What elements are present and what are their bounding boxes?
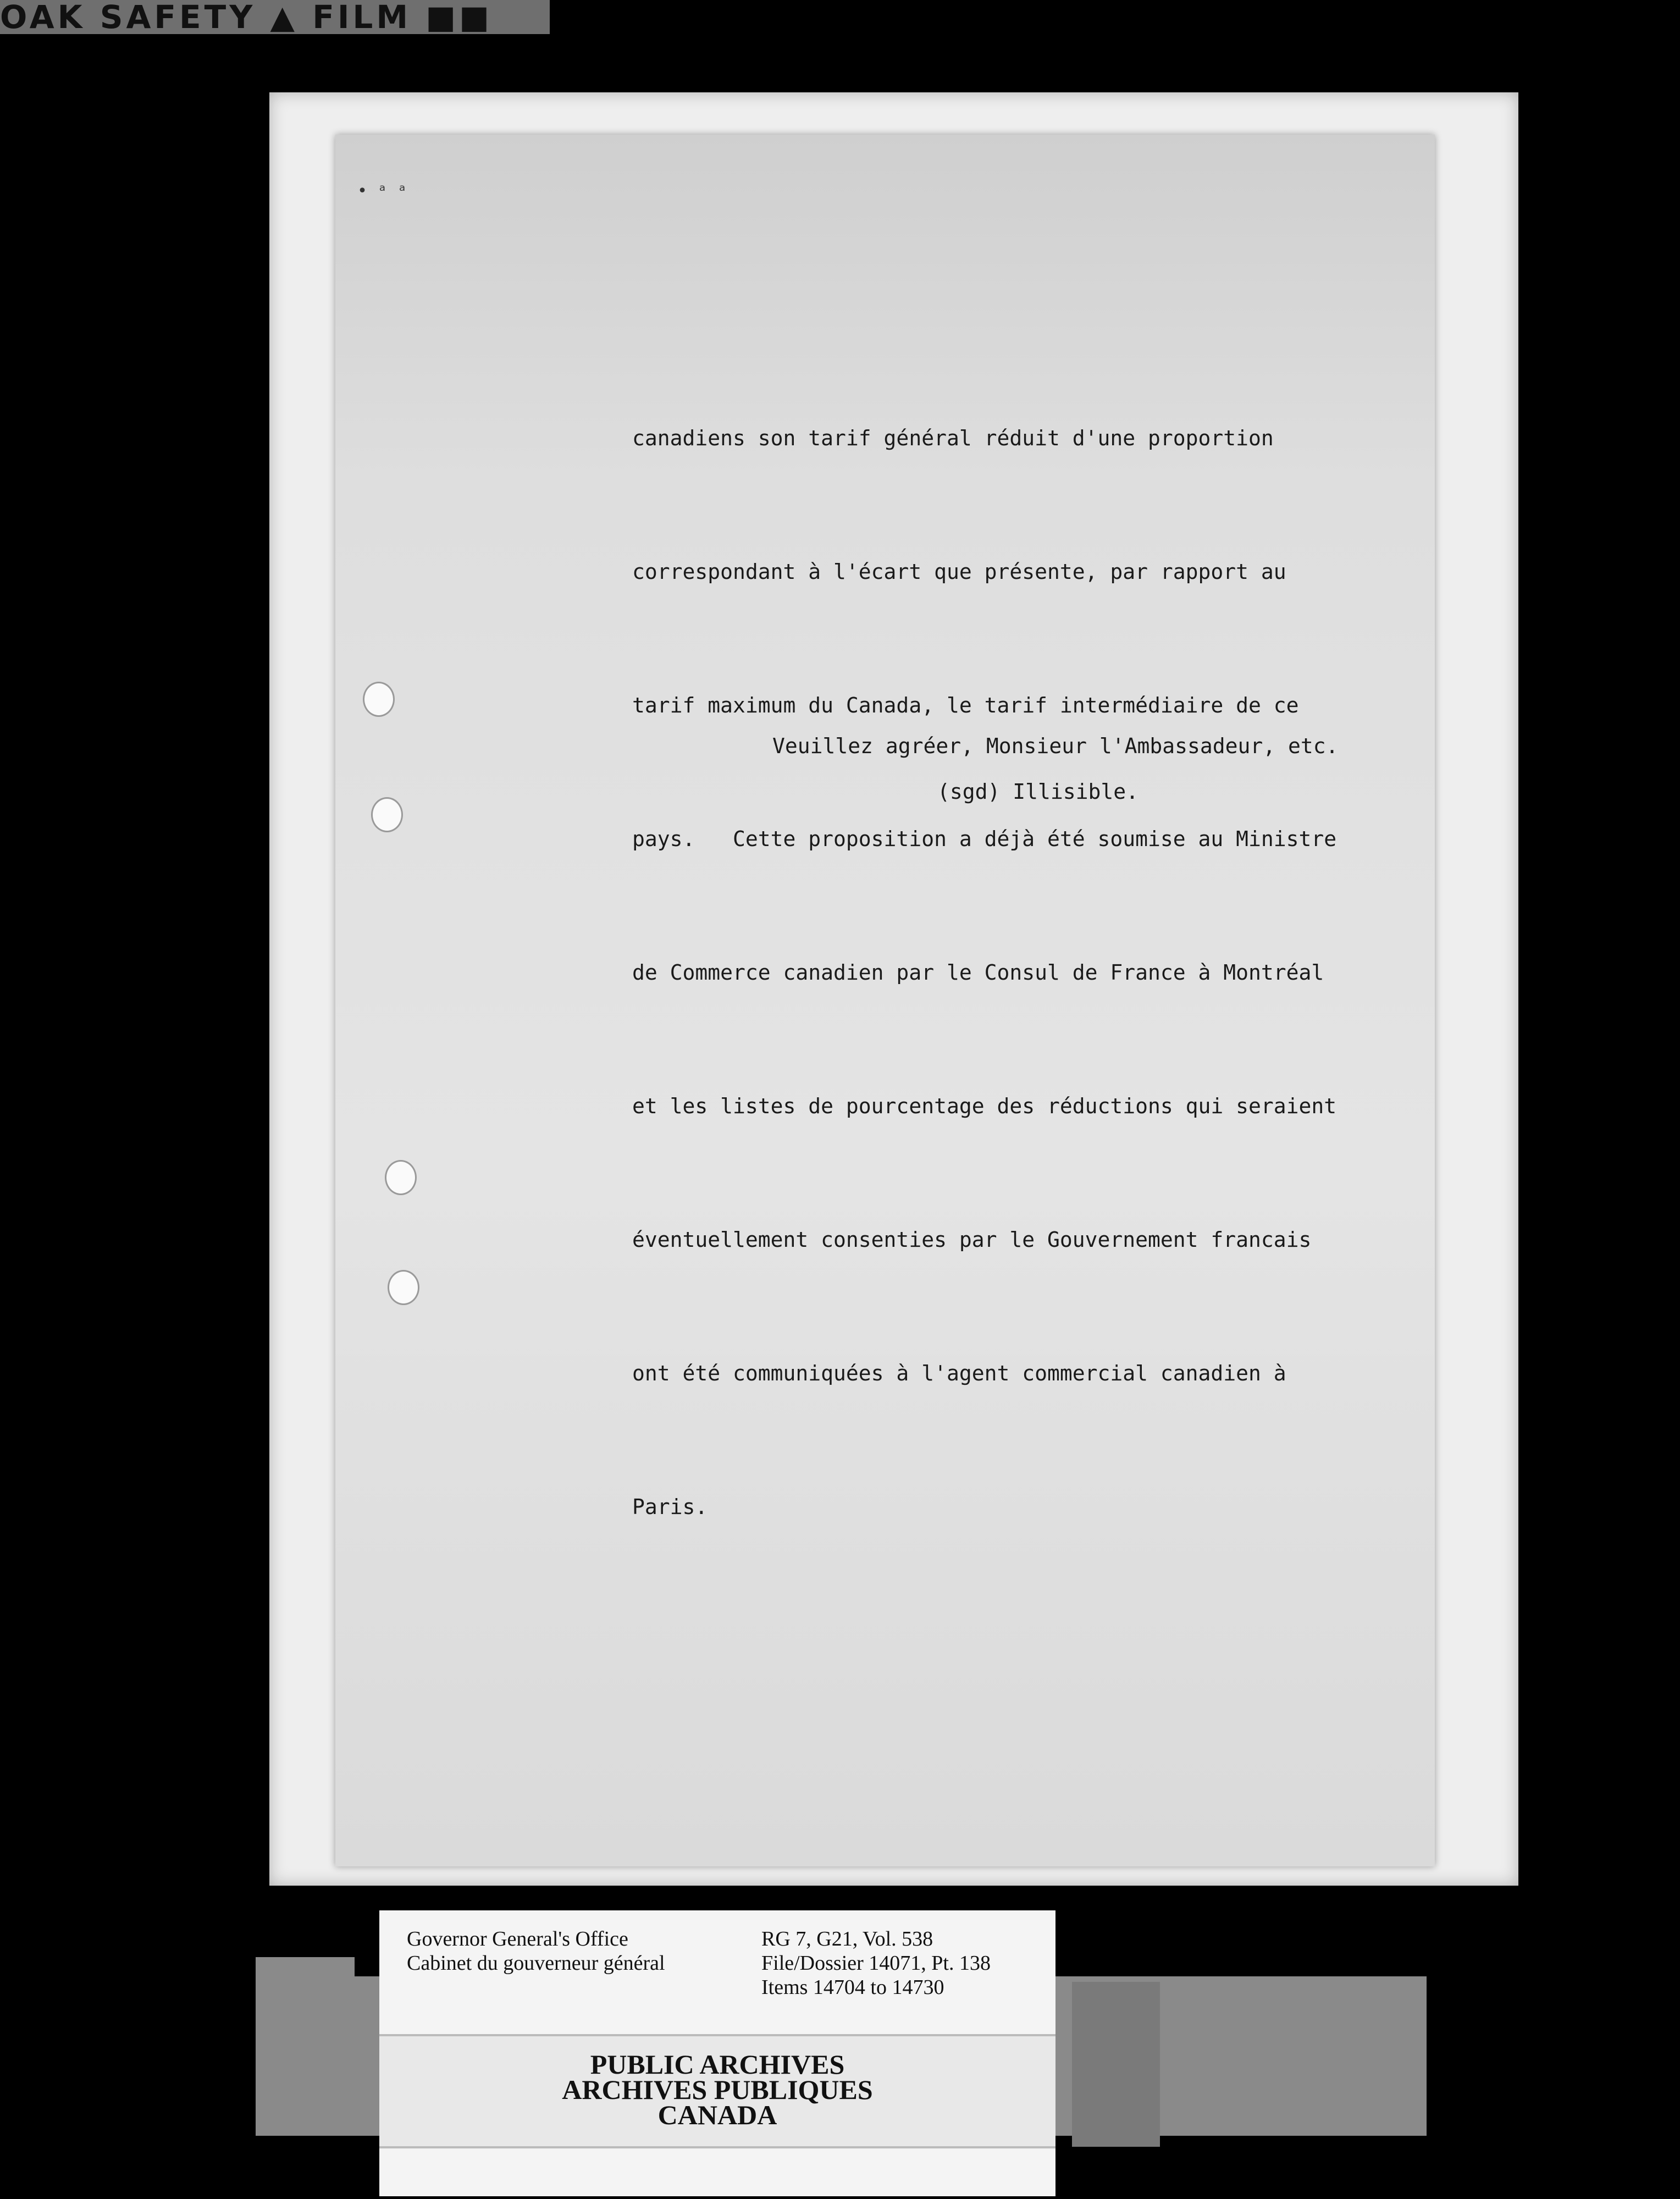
stamp-line-country: CANADA bbox=[657, 2099, 777, 2130]
body-line: ont été communiquées à l'agent commercial canadien à bbox=[632, 1361, 1286, 1385]
office-french: Cabinet du gouverneur général bbox=[407, 1952, 665, 1975]
punch-hole bbox=[385, 1160, 417, 1195]
folder-tab-right bbox=[1072, 1982, 1160, 2147]
item-range: Items 14704 to 14730 bbox=[761, 1976, 944, 1999]
body-line: Paris. bbox=[632, 1495, 708, 1519]
film-edge-label: OAK SAFETY ▲ FILM ■■ bbox=[0, 0, 550, 34]
body-line: canadiens son tarif général réduit d'une proportion bbox=[632, 426, 1274, 450]
letter-closing: Veuillez agréer, Monsieur l'Ambassadeur, etc. bbox=[772, 734, 1339, 758]
stamp-line-english: PUBLIC ARCHIVES bbox=[590, 2049, 845, 2080]
file-number: File/Dossier 14071, Pt. 138 bbox=[761, 1952, 991, 1975]
body-line: de Commerce canadien par le Consul de France à Montréal bbox=[632, 960, 1324, 985]
body-line: tarif maximum du Canada, le tarif intermédiaire de ce bbox=[632, 693, 1299, 717]
punch-hole bbox=[363, 682, 395, 717]
body-line: correspondant à l'écart que présente, par rapport au bbox=[632, 560, 1286, 584]
archives-stamp bbox=[379, 2034, 1055, 2148]
stray-marks: • ᵃ ᵃ bbox=[357, 181, 407, 201]
record-group: RG 7, G21, Vol. 538 bbox=[761, 1927, 933, 1951]
stamp-text bbox=[379, 2049, 1055, 2130]
card-reference bbox=[761, 1927, 991, 1999]
body-line: éventuellement consenties par le Gouvernement francais bbox=[632, 1228, 1312, 1252]
office-english: Governor General's Office bbox=[407, 1927, 628, 1951]
stamp-line-french: ARCHIVES PUBLIQUES bbox=[562, 2074, 873, 2105]
punch-hole bbox=[388, 1270, 419, 1305]
card-office bbox=[407, 1927, 665, 1975]
letter-body bbox=[632, 327, 1402, 1574]
body-line: pays. Cette proposition a déjà été soumise au Ministre bbox=[632, 827, 1337, 851]
letter-signature: (sgd) Illisible. bbox=[937, 780, 1139, 804]
body-line: et les listes de pourcentage des réductions qui seraient bbox=[632, 1094, 1337, 1118]
punch-hole bbox=[371, 797, 403, 832]
